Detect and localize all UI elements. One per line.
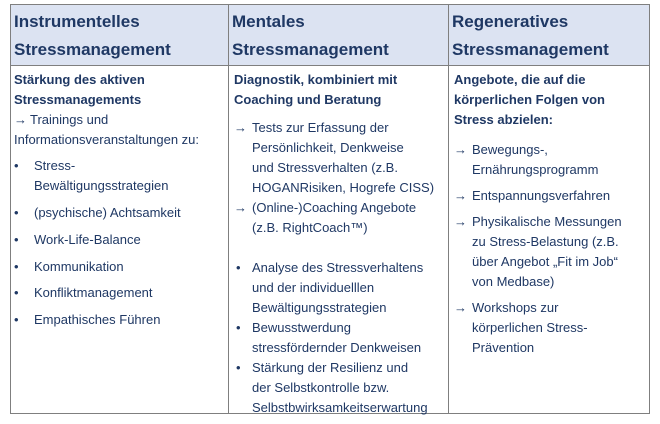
arrow-icon: → (234, 200, 247, 215)
bullet-icon: • (14, 259, 19, 274)
bullet-text: Work-Life-Balance (34, 232, 141, 247)
intro-line: Diagnostik, kombiniert mit (234, 72, 398, 87)
bullet-text: Konfliktmanagement (34, 285, 153, 300)
arrow-text: zu Stress-Belastung (z.B. (472, 234, 619, 249)
arrow-text: von Medbase) (472, 274, 555, 289)
bullet-text: stressfördernder Denkweisen (252, 340, 422, 355)
arrow-icon: → (454, 142, 467, 157)
arrow-icon: → (234, 120, 247, 135)
bullet-text: Bewältigungsstrategien (34, 178, 169, 193)
arrow-icon: → (454, 214, 467, 229)
bullet-icon: • (236, 260, 241, 275)
arrow-text: HOGANRisiken, Hogrefe CISS) (252, 180, 435, 195)
arrow-icon: → (454, 300, 467, 315)
header-title-line1: Mentales (232, 12, 305, 31)
arrow-text: Trainings und (30, 112, 109, 127)
intro-line: Stress abzielen: (454, 112, 553, 127)
bullet-icon: • (14, 158, 19, 173)
bullet-icon: • (236, 320, 241, 335)
bullet-icon: • (14, 285, 19, 300)
bullet-icon: • (236, 360, 241, 375)
bullet-text: Stärkung der Resilienz und (252, 360, 409, 375)
bullet-text: Selbstbwirksamkeitserwartung (252, 400, 428, 415)
bullet-text: und der individuelllen (252, 280, 375, 295)
table-border-right (649, 4, 650, 414)
header-title-line1: Instrumentelles (14, 12, 140, 31)
arrow-text: Tests zur Erfassung der (252, 120, 389, 135)
header-cell-2 (228, 4, 448, 66)
header-title-line2: Stressmanagement (452, 40, 609, 59)
arrow-text: Bewegungs-, (472, 142, 548, 157)
arrow-text: über Angebot „Fit im Job“ (472, 254, 618, 269)
arrow-text: (z.B. RightCoach™) (252, 220, 368, 235)
arrow-text: Persönlichkeit, Denkweise (252, 140, 404, 155)
arrow-text: Workshops zur (472, 300, 559, 315)
bullet-text: Empathisches Führen (34, 312, 161, 327)
arrow-text: und Stressverhalten (z.B. (252, 160, 398, 175)
bullet-text: Kommunikation (34, 259, 124, 274)
arrow-text: Informationsveranstaltungen zu: (14, 132, 199, 147)
intro-line: Stressmanagements (14, 92, 142, 107)
arrow-text: Physikalische Messungen (472, 214, 622, 229)
table-border-left (10, 4, 11, 414)
bullet-text: Bewusstwerdung (252, 320, 351, 335)
bullet-text: Analyse des Stressverhaltens (252, 260, 424, 275)
arrow-icon: → (14, 112, 27, 127)
intro-line: körperlichen Folgen von (454, 92, 605, 107)
bullet-text: Bewältigungsstrategien (252, 300, 387, 315)
bullet-text: Stress- (34, 158, 76, 173)
column-divider (448, 4, 449, 414)
arrow-icon: → (454, 188, 467, 203)
column-divider (228, 4, 229, 414)
header-cell-3 (448, 4, 650, 66)
arrow-text: Entspannungsverfahren (472, 188, 611, 203)
header-title-line2: Stressmanagement (232, 40, 389, 59)
bullet-icon: • (14, 312, 19, 327)
header-title-line2: Stressmanagement (14, 40, 171, 59)
header-title-line1: Regeneratives (452, 12, 569, 31)
intro-line: Coaching und Beratung (234, 92, 382, 107)
bullet-text: der Selbstkontrolle bzw. (252, 380, 390, 395)
arrow-text: Ernährungsprogramm (472, 162, 599, 177)
bullet-icon: • (14, 205, 19, 220)
arrow-text: körperlichen Stress- (472, 320, 588, 335)
header-cell-1 (10, 4, 228, 66)
bullet-icon: • (14, 232, 19, 247)
intro-line: Stärkung des aktiven (14, 72, 145, 87)
arrow-text: Prävention (472, 340, 535, 355)
intro-line: Angebote, die auf die (454, 72, 586, 87)
arrow-text: (Online-)Coaching Angebote (252, 200, 417, 215)
bullet-text: (psychische) Achtsamkeit (34, 205, 181, 220)
